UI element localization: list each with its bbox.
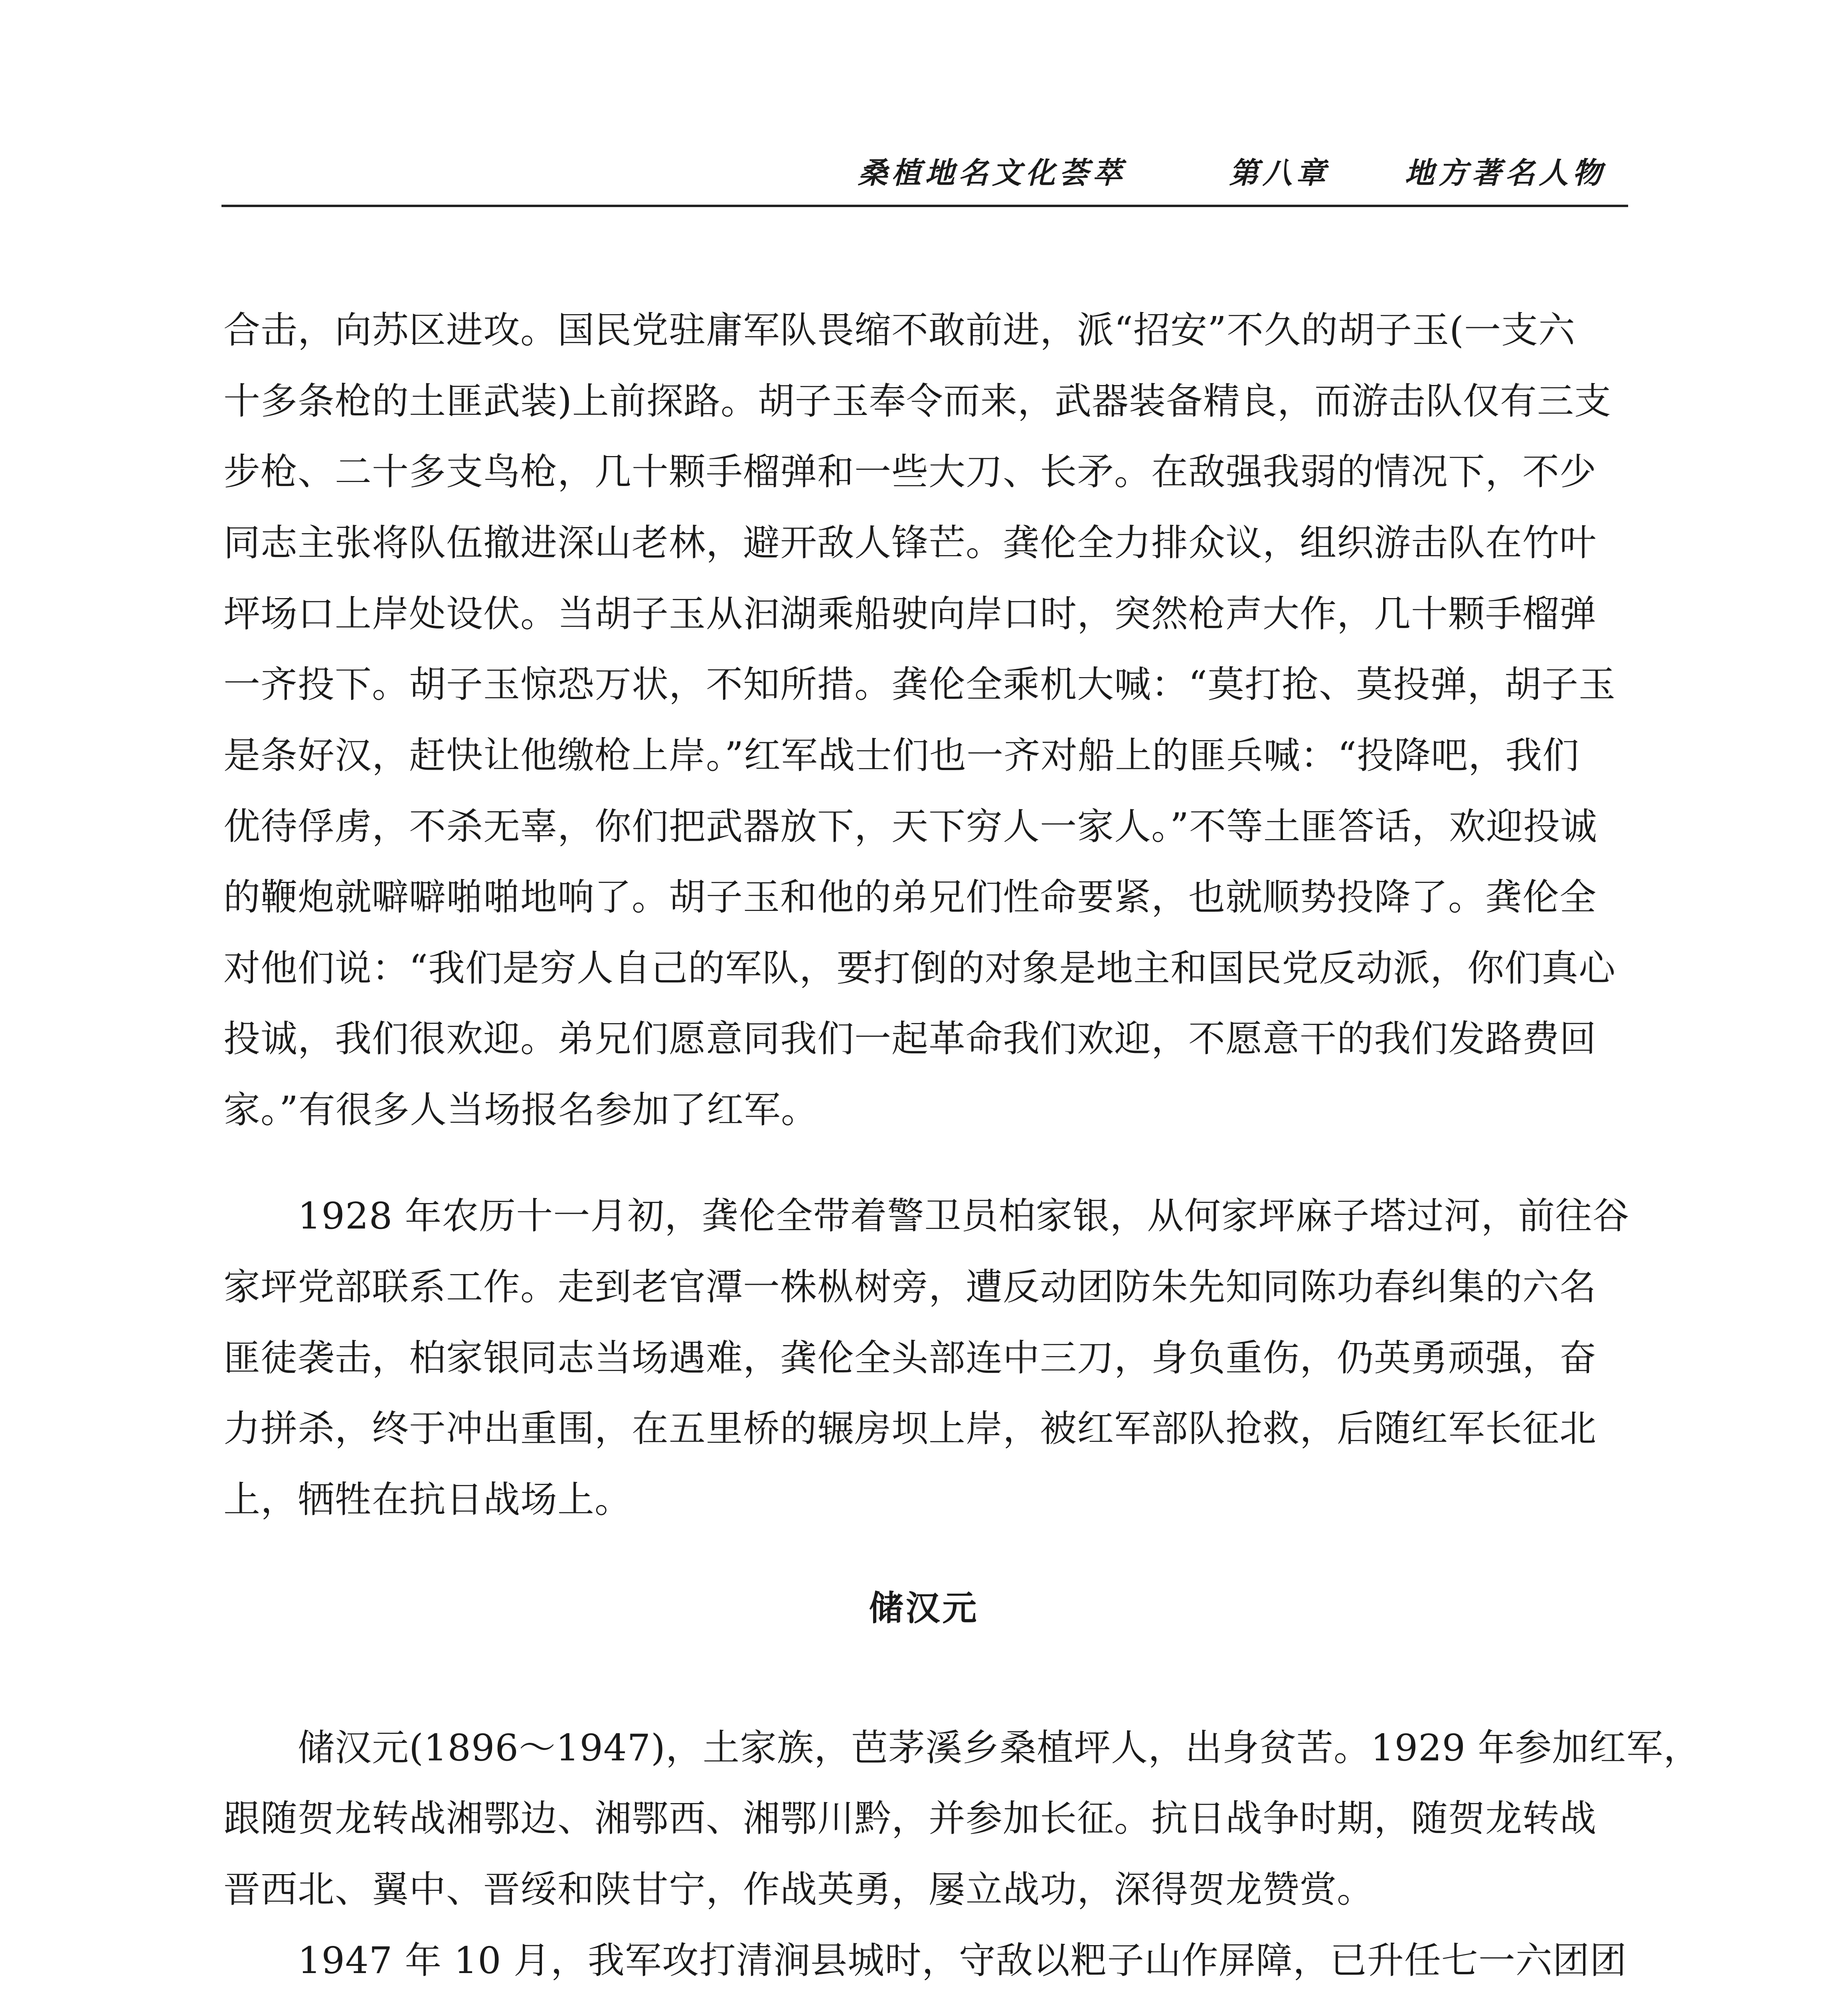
header-chapter: 第八章 bbox=[1229, 156, 1330, 190]
text-line: 上，牺牲在抗日战场上。 bbox=[223, 1478, 632, 1521]
section-title: 储汉元 bbox=[869, 1588, 979, 1628]
text-line: 储汉元(1896～1947)，土家族，芭茅溪乡桑植坪人，出身贫苦。1929 年参加红军， bbox=[223, 1726, 1701, 1769]
text-line: 家。”有很多人当场报名参加了红军。 bbox=[223, 1088, 818, 1131]
text-line: 是条好汉，赶快让他缴枪上岸。”红军战士们也一齐对船上的匪兵喊：“投降吧，我们 bbox=[223, 734, 1580, 777]
text-line: 同志主张将队伍撤进深山老林，避开敌人锋芒。龚伦全力排众议，组织游击队在竹叶 bbox=[223, 521, 1597, 564]
header-book-title: 桑植地名文化荟萃 bbox=[858, 156, 1126, 190]
header-rule bbox=[221, 205, 1628, 207]
text-line: 一齐投下。胡子玉惊恐万状，不知所措。龚伦全乘机大喊：“莫打抢、莫投弹，胡子玉 bbox=[223, 663, 1616, 706]
text-line: 的鞭炮就噼噼啪啪地响了。胡子玉和他的弟兄们性命要紧，也就顺势投降了。龚伦全 bbox=[223, 876, 1597, 918]
text-line: 匪徒袭击，柏家银同志当场遇难，龚伦全头部连中三刀，身负重伤，仍英勇顽强，奋 bbox=[223, 1337, 1597, 1379]
text-line: 步枪、二十多支鸟枪，几十颗手榴弹和一些大刀、长矛。在敌强我弱的情况下，不少 bbox=[223, 450, 1597, 493]
text-line: 跟随贺龙转战湘鄂边、湘鄂西、湘鄂川黔，并参加长征。抗日战争时期，随贺龙转战 bbox=[223, 1797, 1597, 1840]
text-line: 十多条枪的土匪武装)上前探路。胡子玉奉令而来，武器装备精良，而游击队仅有三支 bbox=[223, 380, 1611, 423]
text-line: 力拼杀，终于冲出重围，在五里桥的辗房坝上岸，被红军部队抢救，后随红军长征北 bbox=[223, 1407, 1597, 1450]
text-line: 坪场口上岸处设伏。当胡子玉从汩湖乘船驶向岸口时，突然枪声大作，几十颗手榴弹 bbox=[223, 593, 1597, 635]
text-line: 优待俘虏，不杀无辜，你们把武器放下，天下穷人一家人。”不等土匪答话，欢迎投诚 bbox=[223, 805, 1598, 848]
text-line: 1928 年农历十一月初，龚伦全带着警卫员柏家银，从何家坪麻子塔过河，前往谷 bbox=[223, 1195, 1630, 1237]
text-line: 晋西北、翼中、晋绥和陕甘宁，作战英勇，屡立战功，深得贺龙赞赏。 bbox=[223, 1868, 1374, 1911]
text-line: 家坪党部联系工作。走到老官潭一株枞树旁，遭反动团防朱先知同陈功春纠集的六名 bbox=[223, 1266, 1597, 1308]
text-line: 合击，向苏区进攻。国民党驻庸军队畏缩不敢前进，派“招安”不久的胡子玉(一支六 bbox=[223, 309, 1575, 352]
text-line: 对他们说：“我们是穷人自己的军队，要打倒的对象是地主和国民党反动派，你们真心 bbox=[223, 947, 1616, 990]
header-section: 地方著名人物 bbox=[1405, 156, 1606, 190]
text-line: 1947 年 10 月，我军攻打清涧县城时，守敌以粑子山作屏障，已升任七一六团团 bbox=[223, 1939, 1627, 1982]
text-line: 投诚，我们很欢迎。弟兄们愿意同我们一起革命我们欢迎，不愿意干的我们发路费回 bbox=[223, 1017, 1597, 1060]
